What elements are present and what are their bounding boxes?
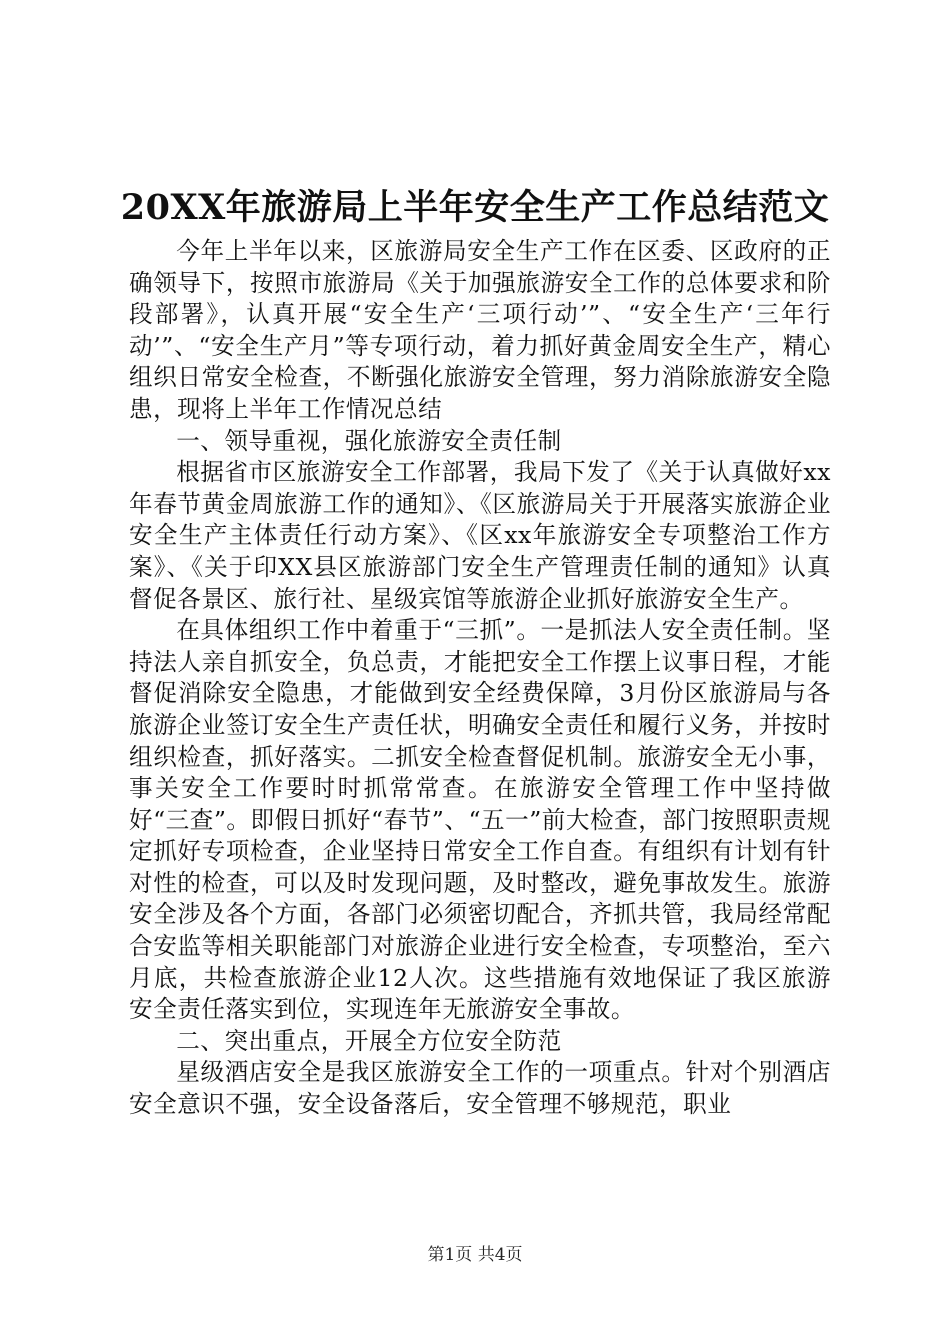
document-body xyxy=(129,236,831,1121)
paragraph-section-2a: 星级酒店安全是我区旅游安全工作的一项重点。针对个别酒店安全意识不强，安全设备落后，安全管理不够规范，职业 xyxy=(129,1058,831,1119)
section-heading-2: 二、突出重点，开展全方位安全防范 xyxy=(176,1026,562,1055)
section-heading-1: 一、领导重视，强化旅游安全责任制 xyxy=(176,426,562,455)
page-footer: 第1页 共4页 xyxy=(427,1245,523,1265)
paragraph-intro: 今年上半年以来，区旅游局安全生产工作在区委、区政府的正确领导下，按照市旅游局《关于加强旅游安全工作的总体要求和阶段部署》，认真开展“安全生产‘三项行动’”、“安全生产‘三年行动’”、“安全生产月”等专项行动，着力抓好黄金周安全生产，精心组织日常安全检查，不断强化旅游安全管理，努力消除旅游安全隐患，现将上半年工作情况总结 xyxy=(129,237,831,423)
document-title: 20XX年旅游局上半年安全生产工作总结范文 xyxy=(120,187,830,228)
paragraph-section-1b: 在具体组织工作中着重于“三抓”。一是抓法人安全责任制。坚持法人亲自抓安全，负总责，才能把安全工作摆上议事日程，才能督促消除安全隐患，才能做到安全经费保障，3月份区旅游局与各旅游企业签订安全生产责任状，明确安全责任和履行义务，并按时组织检查，抓好落实。二抓安全检查督促机制。旅游安全无小事，事关安全工作要时时抓常常查。在旅游安全管理工作中坚持做好“三查”。即假日抓好“春节”、“五一”前大检查，部门按照职责规定抓好专项检查，企业坚持日常安全工作自查。有组织有计划有针对性的检查，可以及时发现问题，及时整改，避免事故发生。旅游安全涉及各个方面，各部门必须密切配合，齐抓共管，我局经常配合安监等相关职能部门对旅游企业进行安全检查，专项整治，至六月底，共检查旅游企业12人次。这些措施有效地保证了我区旅游安全责任落实到位，实现连年无旅游安全事故。 xyxy=(129,616,831,1024)
paragraph-section-1a: 根据省市区旅游安全工作部署，我局下发了《关于认真做好xx年春节黄金周旅游工作的通知》、《区旅游局关于开展落实旅游企业安全生产主体责任行动方案》、《区xx年旅游安全专项整治工作方案》、《关于印XX县区旅游部门安全生产管理责任制的通知》认真督促各景区、旅行社、星级宾馆等旅游企业抓好旅游安全生产。 xyxy=(129,458,831,613)
